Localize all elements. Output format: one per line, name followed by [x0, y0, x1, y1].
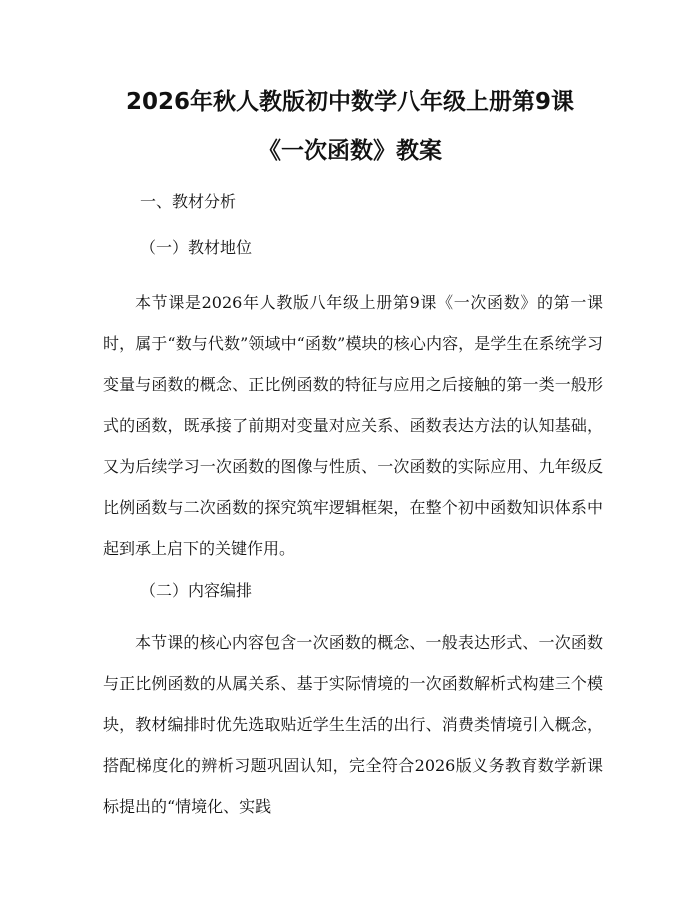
subsection-heading-textbook-status: （一）教材地位	[140, 238, 253, 257]
document-title-line1: 2026年秋人教版初中数学八年级上册第9课	[125, 89, 575, 115]
section-heading-textbook-analysis: 一、教材分析	[140, 192, 237, 211]
subsection-heading-content-arrangement: （二）内容编排	[140, 581, 253, 600]
paragraph-textbook-status: 本节课是2026年人教版八年级上册第9课《一次函数》的第一课时，属于“数与代数”领域中“函数”模块的核心内容，是学生在系统学习变量与函数的概念、正比例函数的特征与应用之后接触的第一类一般形式的函数，既承接了前期对变量对应关系、函数表达方法的认知基础，又为后续学习一次函数的图像与性质、一次函数的实际应用、九年级反比例函数与二次函数的探究筑牢逻辑框架，在整个初中函数知识体系中起到承上启下的关键作用。	[103, 293, 603, 558]
document-title-line2: 《一次函数》教案	[258, 138, 442, 164]
paragraph-content-arrangement: 本节课的核心内容包含一次函数的概念、一般表达形式、一次函数与正比例函数的从属关系、基于实际情境的一次函数解析式构建三个模块，教材编排时优先选取贴近学生生活的出行、消费类情境引入概念，搭配梯度化的辨析习题巩固认知，完全符合2026版义务教育数学新课标提出的“情境化、实践	[103, 633, 603, 816]
